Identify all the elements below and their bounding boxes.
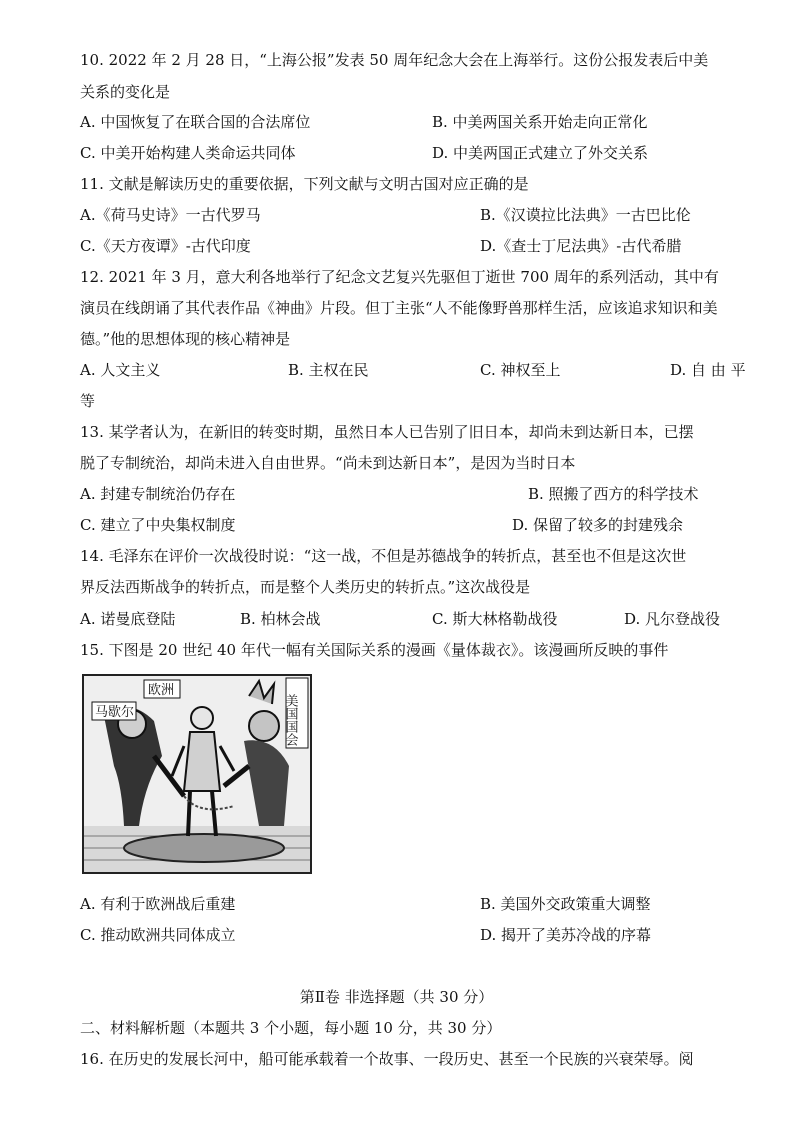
cartoon-label-congress: 美国国会 <box>282 694 298 746</box>
q14-option-c: C. 斯大林格勒战役 <box>432 610 558 628</box>
q14-stem-line1: 14. 毛泽东在评价一次战役时说：“这一战，不但是苏德战争的转折点，甚至也不但是这次世 <box>80 547 687 565</box>
q11-option-d: D.《查士丁尼法典》-古代希腊 <box>480 237 682 255</box>
q15-stem: 15. 下图是 20 世纪 40 年代一幅有关国际关系的漫画《量体裁衣》。该漫画所反映的事件 <box>80 641 669 659</box>
q12-option-c: C. 神权至上 <box>480 361 561 379</box>
part2-heading: 第Ⅱ卷 非选择题（共 30 分） <box>299 988 494 1006</box>
q12-stem-line2: 演员在线朗诵了其代表作品《神曲》片段。但丁主张“人不能像野兽那样生活，应该追求知识和美 <box>80 299 718 317</box>
q13-option-b: B. 照搬了西方的科学技术 <box>528 485 699 503</box>
part2-section-title: 二、材料解析题（本题共 3 个小题，每小题 10 分，共 30 分） <box>80 1019 502 1037</box>
q15-option-c: C. 推动欧洲共同体成立 <box>80 926 236 944</box>
q12-option-d: D. 自 由 平 <box>670 361 746 379</box>
q13-option-d: D. 保留了较多的封建残余 <box>512 516 684 534</box>
q15-option-b: B. 美国外交政策重大调整 <box>480 895 651 913</box>
q11-option-c: C.《天方夜谭》-古代印度 <box>80 237 251 255</box>
q10-stem-line2: 关系的变化是 <box>80 83 171 101</box>
q14-option-d: D. 凡尔登战役 <box>624 610 721 628</box>
q10-stem-line1: 10. 2022 年 2 月 28 日，“上海公报”发表 50 周年纪念大会在上海举行。这份公报发表后中美 <box>80 51 709 69</box>
cartoon-image <box>82 674 312 874</box>
q12-option-b: B. 主权在民 <box>288 361 369 379</box>
q10-option-d: D. 中美两国正式建立了外交关系 <box>432 144 649 162</box>
q12-option-d-continued: 等 <box>80 392 96 410</box>
cartoon-label-marshall: 马歇尔 <box>95 705 135 720</box>
q12-stem-line3: 德。”他的思想体现的核心精神是 <box>80 330 291 348</box>
q13-stem-line2: 脱了专制统治，却尚未进入自由世界。“尚未到达新日本”，是因为当时日本 <box>80 454 576 472</box>
q13-stem-line1: 13. 某学者认为，在新旧的转变时期，虽然日本人已告别了旧日本，却尚未到达新日本，已摆 <box>80 423 694 441</box>
cartoon-drawing <box>84 676 310 872</box>
q10-option-b: B. 中美两国关系开始走向正常化 <box>432 113 648 131</box>
q16-stem-line1: 16. 在历史的发展长河中，船可能承载着一个故事、一段历史、甚至一个民族的兴衰荣辱。阅 <box>80 1050 694 1068</box>
q14-option-a: A. 诺曼底登陆 <box>80 610 176 628</box>
q14-option-b: B. 柏林会战 <box>240 610 321 628</box>
q11-option-b: B.《汉谟拉比法典》一古巴比伦 <box>480 206 691 224</box>
q13-option-a: A. 封建专制统治仍存在 <box>80 485 236 503</box>
q10-option-c: C. 中美开始构建人类命运共同体 <box>80 144 296 162</box>
q12-option-a: A. 人文主义 <box>80 361 161 379</box>
q11-option-a: A.《荷马史诗》一古代罗马 <box>80 206 261 224</box>
cartoon-label-europe: 欧洲 <box>148 683 175 698</box>
q10-option-a: A. 中国恢复了在联合国的合法席位 <box>80 113 311 131</box>
q15-option-a: A. 有利于欧洲战后重建 <box>80 895 236 913</box>
q13-option-c: C. 建立了中央集权制度 <box>80 516 236 534</box>
q14-stem-line2: 界反法西斯战争的转折点，而是整个人类历史的转折点。”这次战役是 <box>80 578 531 596</box>
q11-stem: 11. 文献是解读历史的重要依据，下列文献与文明古国对应正确的是 <box>80 175 529 193</box>
q15-option-d: D. 揭开了美苏冷战的序幕 <box>480 926 652 944</box>
q12-stem-line1: 12. 2021 年 3 月，意大利各地举行了纪念文艺复兴先驱但丁逝世 700 周年的系列活动，其中有 <box>80 268 719 286</box>
